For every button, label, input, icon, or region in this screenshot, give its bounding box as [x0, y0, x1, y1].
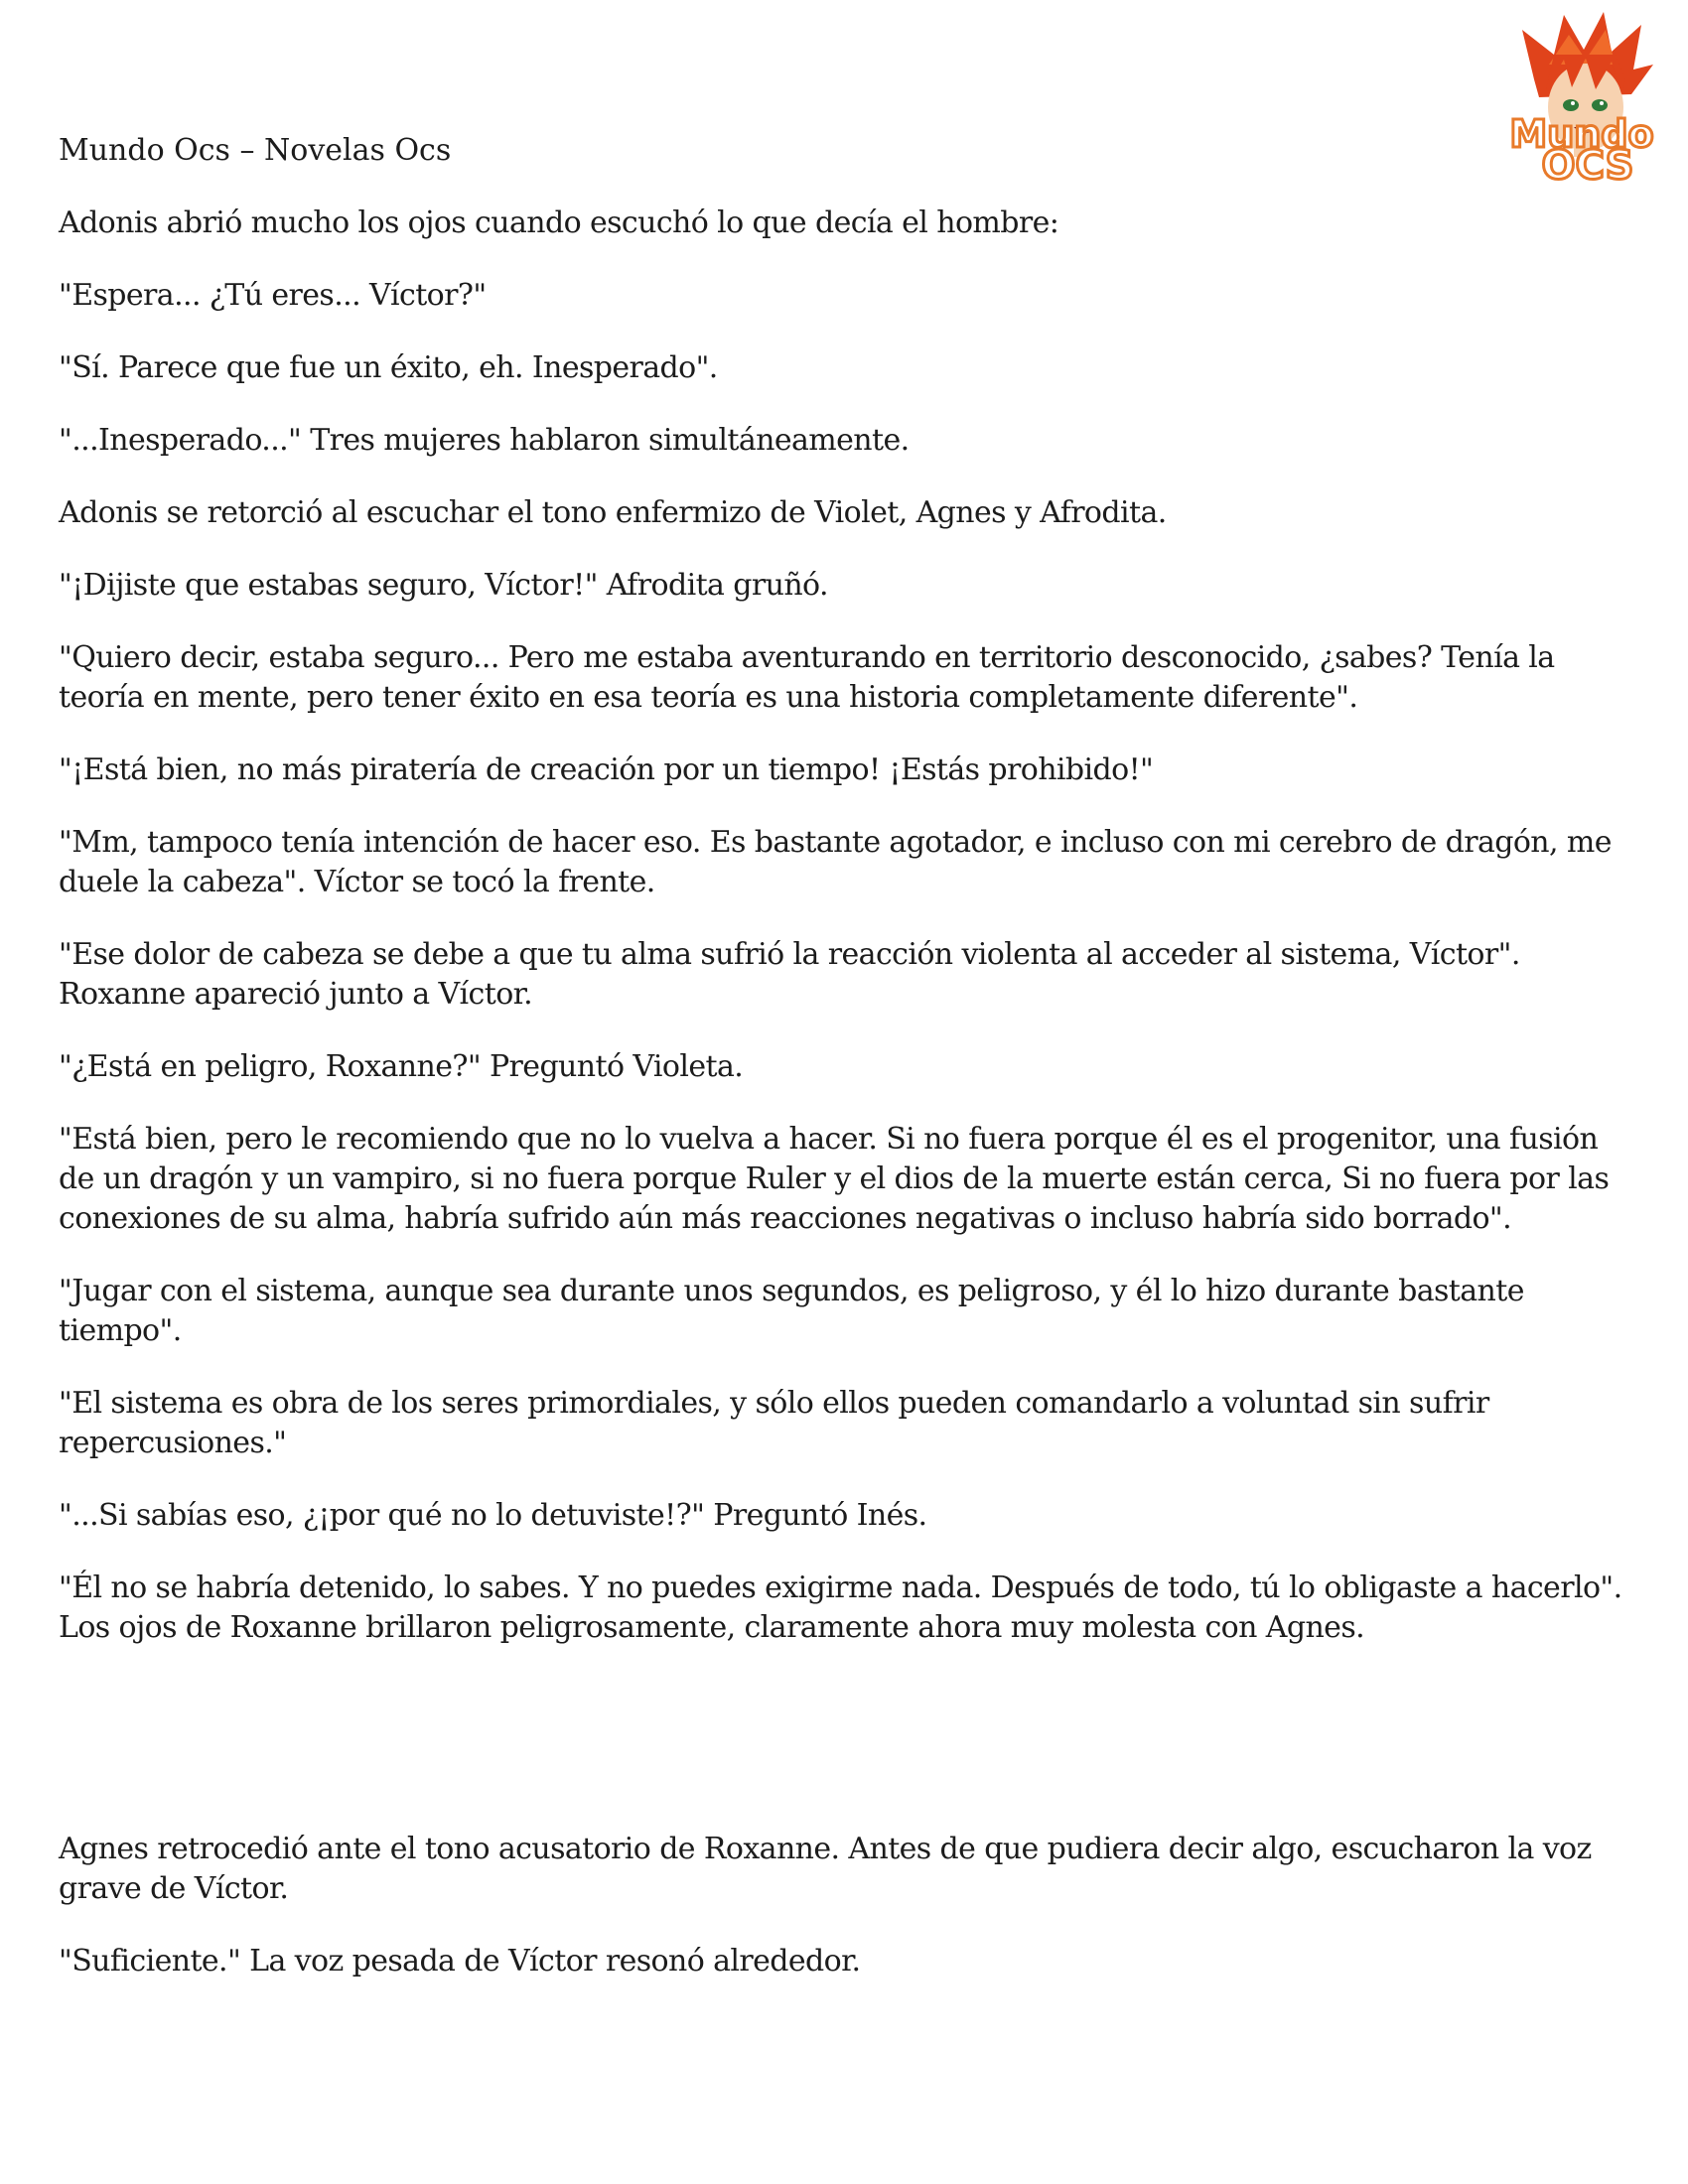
paragraph: "Mm, tampoco tenía intención de hacer eso. Es bastante agotador, e incluso con mi cerebro de dragón, me duele la cabeza". Víctor se tocó la frente.: [59, 825, 1612, 899]
document-header: Mundo Ocs – Novelas Ocs: [59, 133, 452, 168]
paragraph: "Quiero decir, estaba seguro... Pero me estaba aventurando en territorio desconocido, ¿sabes? Tenía la teoría en mente, pero tener éxito en esa teoría es una historia completamente diferente".: [59, 640, 1555, 715]
paragraph: "Él no se habría detenido, lo sabes. Y no puedes exigirme nada. Después de todo, tú lo obligaste a hacerlo". Los ojos de Roxanne brillaron peligrosamente, claramente ahora muy molesta con Agnes.: [59, 1570, 1622, 1645]
paragraph: "¡Dijiste que estabas seguro, Víctor!" Afrodita gruñó.: [59, 568, 828, 603]
logo-text-mundo: Mundo: [1509, 112, 1654, 156]
paragraph: "...Inesperado..." Tres mujeres hablaron simultáneamente.: [59, 423, 910, 458]
paragraph: "El sistema es obra de los seres primordiales, y sólo ellos pueden comandarlo a voluntad sin sufrir repercusiones.": [59, 1386, 1489, 1460]
paragraph: Adonis abrió mucho los ojos cuando escuchó lo que decía el hombre:: [59, 205, 1059, 240]
paragraph: "Espera... ¿Tú eres... Víctor?": [59, 278, 487, 313]
paragraph: "Sí. Parece que fue un éxito, eh. Inesperado".: [59, 350, 718, 385]
paragraph: Adonis se retorció al escuchar el tono enfermizo de Violet, Agnes y Afrodita.: [59, 495, 1167, 530]
paragraph: Agnes retrocedió ante el tono acusatorio de Roxanne. Antes de que pudiera decir algo, escucharon la voz grave de Víctor.: [59, 1832, 1592, 1906]
mundo-ocs-logo: [1494, 10, 1673, 184]
logo-text-ocs: OCS: [1541, 143, 1634, 184]
document-body: [59, 204, 1637, 2014]
paragraph: "...Si sabías eso, ¿¡por qué no lo detuviste!?" Preguntó Inés.: [59, 1498, 927, 1533]
page-gap: [59, 1681, 1637, 1830]
paragraph: "Ese dolor de cabeza se debe a que tu alma sufrió la reacción violenta al acceder al sistema, Víctor". Roxanne apareció junto a Víctor.: [59, 937, 1520, 1012]
paragraph: "Está bien, pero le recomiendo que no lo vuelva a hacer. Si no fuera porque él es el progenitor, una fusión de un dragón y un vampiro, si no fuera porque Ruler y el dios de la muerte están cerca, Si no fuera por las conexiones de su alma, habría sufrido aún más reacciones negativas o incluso habría sido borrado".: [59, 1122, 1610, 1236]
paragraph: "Jugar con el sistema, aunque sea durante unos segundos, es peligroso, y él lo hizo durante bastante tiempo".: [59, 1274, 1524, 1348]
paragraph: "¡Está bien, no más piratería de creación por un tiempo! ¡Estás prohibido!": [59, 752, 1154, 787]
paragraph: "Suficiente." La voz pesada de Víctor resonó alrededor.: [59, 1944, 861, 1979]
redhead-character-logo-icon: [1494, 10, 1673, 184]
paragraph: "¿Está en peligro, Roxanne?" Preguntó Violeta.: [59, 1049, 744, 1084]
